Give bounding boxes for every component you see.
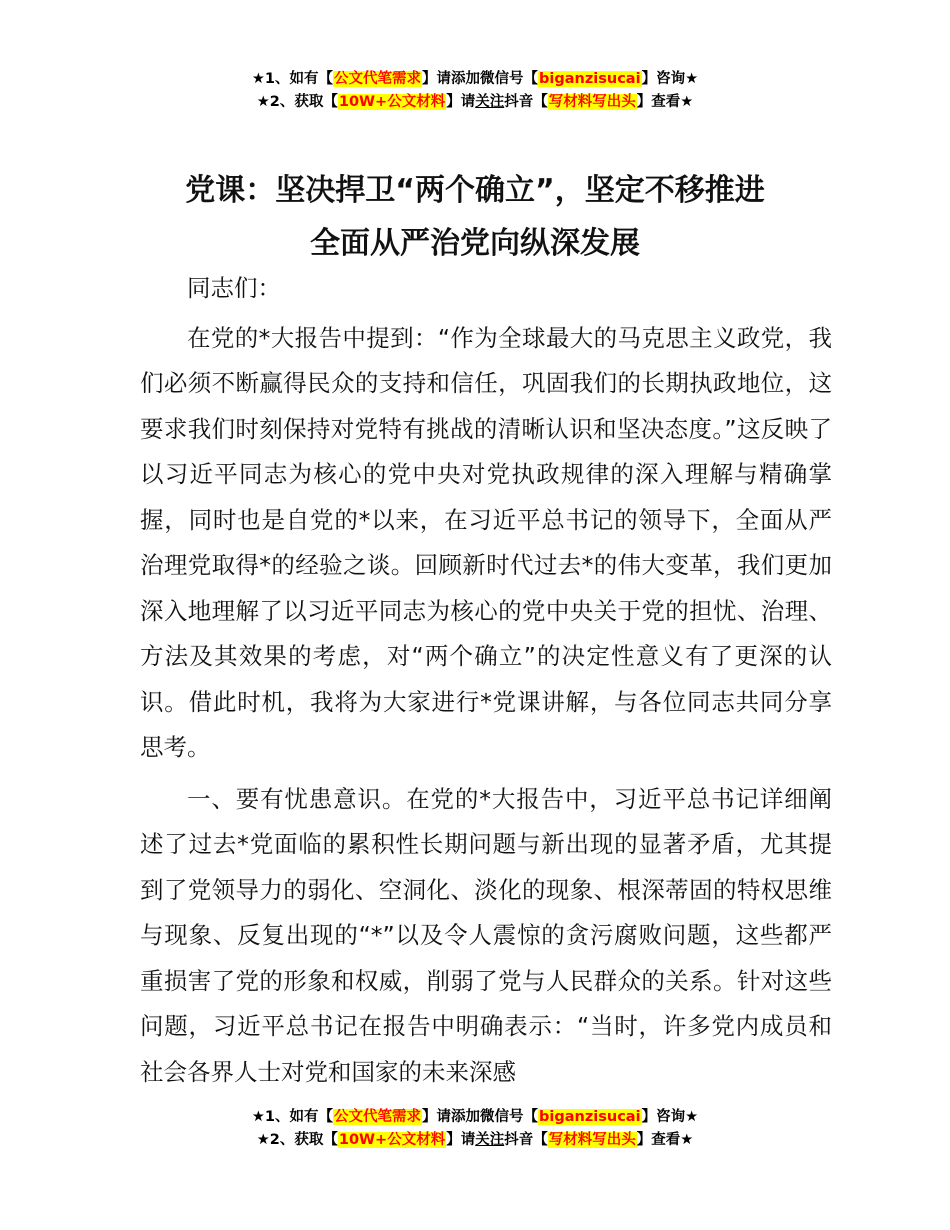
- banner-highlight-wechat: biganzisucai: [539, 1109, 641, 1125]
- banner-highlight-douyin: 写材料写出头: [548, 94, 636, 110]
- banner-highlight: 公文代笔需求: [334, 71, 422, 87]
- banner-text: 】请添加微信号【: [422, 1109, 539, 1125]
- paragraph-2: 一、要有忧患意识。在党的*大报告中，习近平总书记详细阐述了过去*党面临的累积性长期问题与新出现的显著矛盾，尤其提到了党领导力的弱化、空洞化、淡化的现象、根深蒂固的特权思维与现象、反复出现的“*”以及令人震惊的贪污腐败问题，这些都严重损害了党的形象和权威，削弱了党与人民群众的关系。针对这些问题，习近平总书记在报告中明确表示：“当时，许多党内成员和社会各界人士对党和国家的未来深感: [140, 784, 832, 1086]
- banner-highlight: 10W+公文材料: [338, 94, 446, 110]
- banner-text: 】请: [446, 1132, 476, 1148]
- banner-underlined-text: 关注: [475, 1132, 505, 1148]
- banner-text: 】咨询★: [641, 1109, 699, 1125]
- banner-highlight: 公文代笔需求: [334, 1109, 422, 1125]
- banner-text: 抖音【: [504, 94, 548, 110]
- banner-text: ★2、获取【: [256, 94, 338, 110]
- paragraph-1: 在党的*大报告中提到：“作为全球最大的马克思主义政党，我们必须不断赢得民众的支持和信任，巩固我们的长期执政地位，这要求我们时刻保持对党特有挑战的清晰认识和坚决态度。”这反映了以习近平同志为核心的党中央对党执政规律的深入理解与精确掌握，同时也是自党的*以来，在习近平总书记的领导下，全面从严治理党取得*的经验之谈。回顾新时代过去*的伟大变革，我们更加深入地理解了以习近平同志为核心的党中央关于党的担忧、治理、方法及其效果的考虑，对“两个确立”的决定性意义有了更深的认识。借此时机，我将为大家进行*党课讲解，与各位同志共同分享思考。: [140, 323, 832, 761]
- banner-line-1: [0, 68, 950, 91]
- title-line-2: 全面从严治党向纵深发展: [310, 226, 640, 261]
- banner-line-2: [0, 91, 950, 114]
- banner-text: 】咨询★: [641, 71, 699, 87]
- footer-banner: [0, 1106, 950, 1152]
- banner-text: ★1、如有【: [251, 71, 334, 87]
- banner-highlight-wechat: biganzisucai: [539, 71, 641, 87]
- title-line-1: 党课：坚决捍卫“两个确立”，坚定不移推进: [185, 173, 765, 208]
- banner-text: 】查看★: [636, 1132, 694, 1148]
- banner-highlight-douyin: 写材料写出头: [548, 1132, 636, 1148]
- salutation: 同志们：: [187, 274, 281, 302]
- banner-text: 】请添加微信号【: [422, 71, 539, 87]
- banner-text: 】查看★: [636, 94, 694, 110]
- banner-line-2: [0, 1129, 950, 1152]
- banner-underlined-text: 关注: [475, 94, 505, 110]
- banner-text: ★1、如有【: [251, 1109, 334, 1125]
- document-title: [0, 164, 950, 270]
- banner-line-1: [0, 1106, 950, 1129]
- document-body: [140, 266, 832, 1095]
- banner-text: ★2、获取【: [256, 1132, 338, 1148]
- banner-text: 抖音【: [504, 1132, 548, 1148]
- header-banner: [0, 68, 950, 114]
- banner-highlight: 10W+公文材料: [338, 1132, 446, 1148]
- banner-text: 】请: [446, 94, 476, 110]
